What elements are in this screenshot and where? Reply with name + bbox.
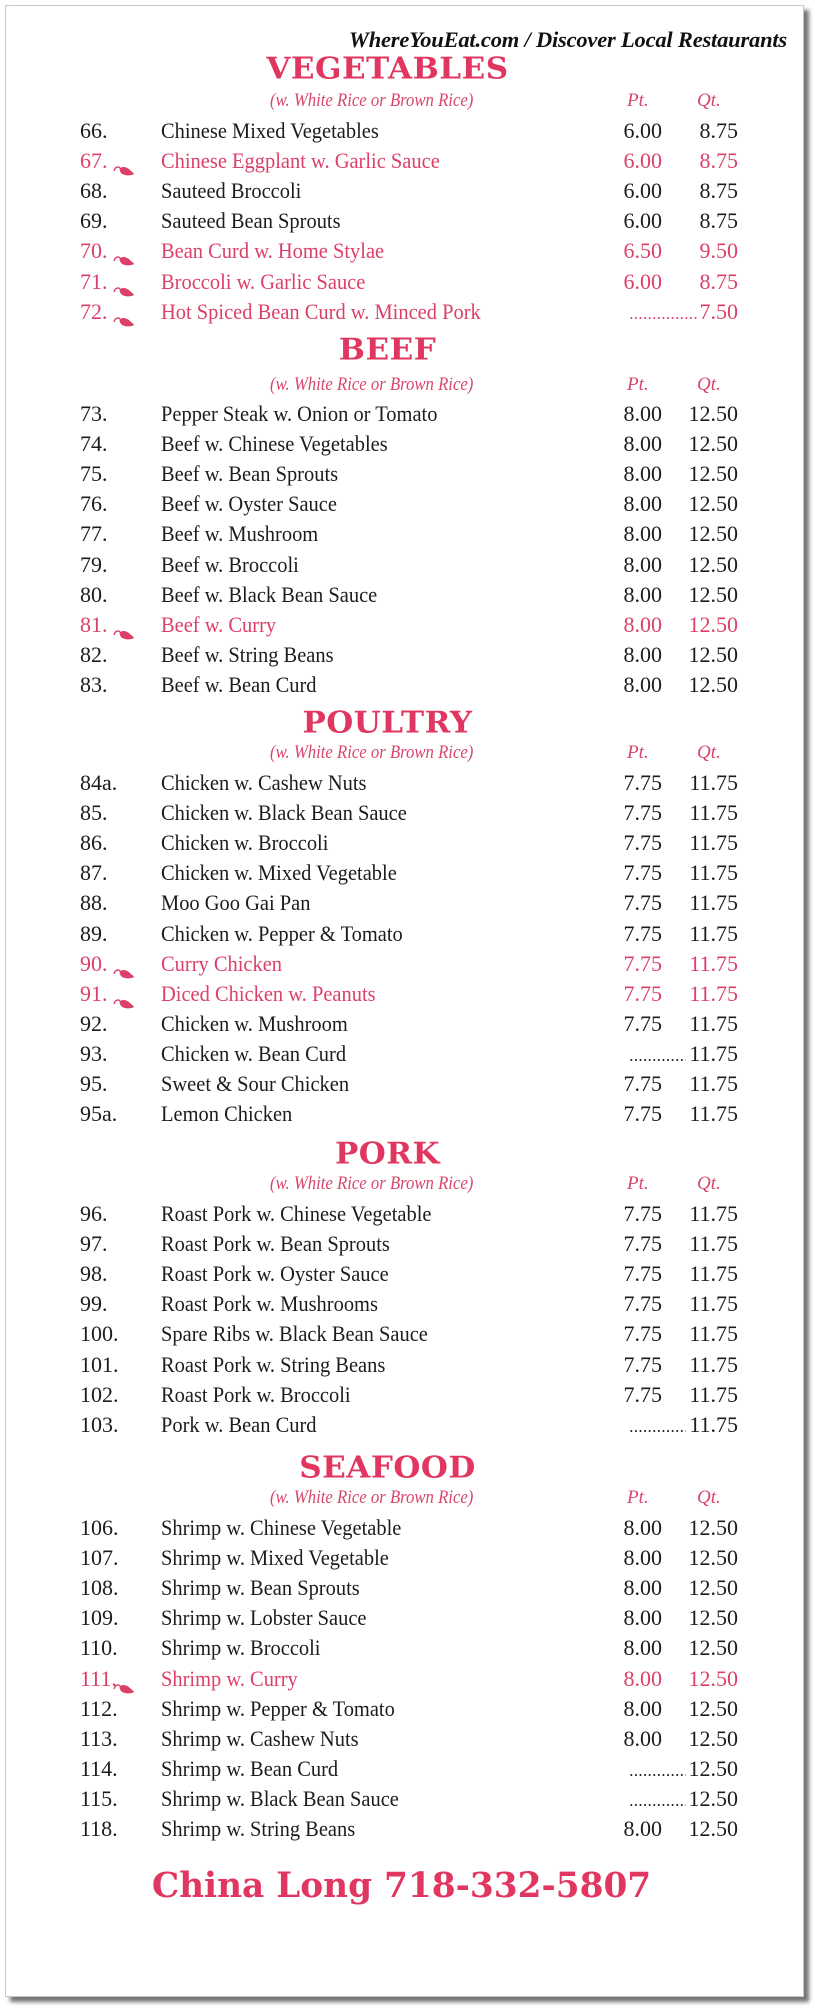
pint-price: 7.75	[623, 830, 662, 856]
menu-item-row	[0, 640, 815, 670]
item-number: 114.	[80, 1755, 118, 1781]
item-name: Sauteed Bean Sprouts	[161, 208, 341, 234]
hot-pepper-icon	[113, 245, 135, 257]
hot-pepper-icon	[113, 958, 135, 970]
item-name: Beef w. Chinese Vegetables	[161, 431, 388, 457]
item-name: Chinese Mixed Vegetables	[161, 118, 379, 143]
section-title: VEGETABLES	[266, 51, 509, 87]
pint-price: 8.00	[623, 1816, 662, 1841]
menu-item-row	[0, 297, 815, 327]
item-name: Shrimp w. Chinese Vegetable	[161, 1515, 402, 1540]
menu-item-row	[0, 1664, 815, 1694]
item-number: 93.	[80, 1040, 108, 1066]
item-name: Roast Pork w. Oyster Sauce	[161, 1261, 389, 1287]
quart-price: 11.75	[689, 830, 738, 856]
pint-price: 7.75	[623, 1010, 662, 1036]
quart-price: 12.50	[688, 1695, 738, 1721]
pint-price: 7.75	[623, 1261, 662, 1287]
item-number: 79.	[80, 551, 108, 577]
item-number: 95.	[80, 1071, 108, 1096]
quart-column-header: Qt.	[697, 742, 721, 763]
pint-price: 8.00	[623, 1665, 662, 1691]
item-number: 88.	[80, 890, 108, 916]
item-name: Bean Curd w. Home Stylae	[161, 238, 385, 264]
quart-price: 12.50	[688, 611, 738, 637]
hot-pepper-icon	[113, 276, 135, 288]
menu-item-row	[0, 519, 815, 549]
pint-price: 7.75	[623, 1351, 662, 1377]
item-name: Roast Pork w. String Beans	[161, 1351, 386, 1377]
menu-item-row	[0, 1380, 815, 1410]
pint-price: 7.75	[623, 1321, 662, 1347]
quart-price: 11.75	[689, 1201, 738, 1226]
pint-price: 7.75	[623, 920, 662, 946]
pint-price: 6.00	[623, 268, 662, 294]
item-name: Roast Pork w. Mushrooms	[161, 1291, 378, 1317]
menu-item-row	[0, 1694, 815, 1724]
menu-item-row	[0, 459, 815, 489]
item-name: Curry Chicken	[161, 950, 283, 976]
quart-price: 12.50	[688, 1515, 738, 1540]
section-subtitle: (w. White Rice or Brown Rice)	[270, 742, 474, 763]
quart-price: 8.75	[699, 178, 738, 204]
pint-price: 7.75	[623, 770, 662, 795]
site-watermark: WhereYouEat.com / Discover Local Restaurants	[348, 27, 787, 52]
pint-price: 8.00	[623, 671, 662, 697]
item-number: 84a.	[80, 770, 118, 795]
item-name: Roast Pork w. Bean Sprouts	[161, 1231, 390, 1257]
quart-price: 11.75	[689, 800, 738, 826]
item-number: 83.	[80, 671, 108, 697]
quart-price: 12.50	[688, 521, 738, 547]
pint-price: 7.75	[623, 1381, 662, 1407]
quart-price: 11.75	[689, 1351, 738, 1377]
dot-leader	[629, 317, 697, 319]
item-number: 71.	[80, 268, 108, 294]
menu-item-row	[0, 670, 815, 700]
menu-item-row	[0, 489, 815, 519]
section-subtitle: (w. White Rice or Brown Rice)	[270, 90, 474, 111]
pint-price: 8.00	[623, 1725, 662, 1751]
item-number: 99.	[80, 1291, 108, 1317]
pint-price: 6.00	[623, 118, 662, 143]
item-number: 108.	[80, 1575, 119, 1601]
item-name: Chicken w. Mixed Vegetable	[161, 860, 397, 886]
pint-price: 7.75	[623, 1291, 662, 1317]
pint-price: 8.00	[623, 581, 662, 607]
quart-price: 11.75	[689, 920, 738, 946]
pint-price: 7.75	[623, 860, 662, 886]
hot-pepper-icon	[113, 988, 135, 1000]
quart-price: 12.50	[688, 1785, 738, 1811]
quart-price: 12.50	[688, 431, 738, 457]
item-name: Beef w. String Beans	[161, 641, 334, 667]
section-title: SEAFOOD	[299, 1450, 476, 1486]
quart-price: 11.75	[689, 980, 738, 1006]
item-number: 98.	[80, 1261, 108, 1287]
pint-column-header: Pt.	[627, 1487, 649, 1508]
menu-item-row	[0, 399, 815, 429]
pint-price: 6.00	[623, 178, 662, 204]
menu-item-row	[0, 580, 815, 610]
section-subtitle: (w. White Rice or Brown Rice)	[270, 374, 474, 395]
item-name: Roast Pork w. Broccoli	[161, 1381, 351, 1407]
menu-item-row	[0, 1009, 815, 1039]
pint-price: 7.75	[623, 1231, 662, 1257]
quart-price: 9.50	[699, 238, 738, 264]
item-number: 106.	[80, 1515, 119, 1540]
menu-item-row	[0, 206, 815, 236]
menu-item-row	[0, 176, 815, 206]
item-name: Shrimp w. Lobster Sauce	[161, 1605, 367, 1631]
item-number: 96.	[80, 1201, 108, 1226]
section-title: PORK	[334, 1136, 441, 1172]
item-name: Beef w. Mushroom	[161, 521, 319, 547]
quart-price: 8.75	[699, 118, 738, 143]
item-number: 102.	[80, 1381, 119, 1407]
item-number: 87.	[80, 860, 108, 886]
item-name: Chicken w. Cashew Nuts	[161, 770, 367, 795]
item-number: 92.	[80, 1010, 108, 1036]
hot-pepper-icon	[113, 1673, 135, 1685]
item-name: Shrimp w. Bean Sprouts	[161, 1575, 360, 1601]
menu-item-row	[0, 429, 815, 459]
item-number: 75.	[80, 461, 108, 487]
item-name: Chicken w. Pepper & Tomato	[161, 920, 403, 946]
quart-price: 11.75	[689, 1040, 738, 1066]
pint-column-header: Pt.	[627, 1173, 649, 1194]
pint-price: 8.00	[623, 551, 662, 577]
item-number: 73.	[80, 401, 108, 426]
item-number: 97.	[80, 1231, 108, 1257]
item-name: Shrimp w. Curry	[161, 1665, 298, 1691]
menu-item-row	[0, 1543, 815, 1573]
quart-column-header: Qt.	[697, 374, 721, 395]
item-number: 76.	[80, 491, 108, 517]
item-number: 70.	[80, 238, 108, 264]
pint-price: 6.50	[623, 238, 662, 264]
quart-price: 11.75	[689, 1231, 738, 1257]
item-number: 67.	[80, 148, 108, 174]
menu-item-row	[0, 1633, 815, 1663]
item-number: 111.	[80, 1665, 117, 1691]
item-name: Beef w. Bean Sprouts	[161, 461, 339, 487]
menu-item-row	[0, 1603, 815, 1633]
item-name: Beef w. Curry	[161, 611, 277, 637]
item-name: Shrimp w. Broccoli	[161, 1635, 321, 1661]
item-name: Shrimp w. Pepper & Tomato	[161, 1695, 395, 1721]
pint-price: 8.00	[623, 1575, 662, 1601]
menu-item-row	[0, 1814, 815, 1844]
pint-price: 7.75	[623, 950, 662, 976]
item-name: Moo Goo Gai Pan	[161, 890, 311, 916]
pint-price: 8.00	[623, 491, 662, 517]
quart-price: 12.50	[688, 1816, 738, 1841]
menu-item-row	[0, 1319, 815, 1349]
section-subtitle: (w. White Rice or Brown Rice)	[270, 1173, 474, 1194]
menu-item-row	[0, 116, 815, 146]
item-number: 81.	[80, 611, 108, 637]
hot-pepper-icon	[113, 619, 135, 631]
item-name: Sweet & Sour Chicken	[161, 1071, 350, 1096]
menu-item-row	[0, 1069, 815, 1099]
quart-price: 12.50	[688, 1575, 738, 1601]
item-name: Diced Chicken w. Peanuts	[161, 980, 376, 1006]
menu-item-row	[0, 1199, 815, 1229]
item-number: 113.	[80, 1725, 118, 1751]
menu-item-row	[0, 1513, 815, 1543]
pint-price: 7.75	[623, 980, 662, 1006]
quart-price: 12.50	[688, 401, 738, 426]
menu-item-row	[0, 236, 815, 266]
pint-price: 7.75	[623, 800, 662, 826]
menu-item-row	[0, 1229, 815, 1259]
quart-column-header: Qt.	[697, 1173, 721, 1194]
pint-price: 8.00	[623, 1605, 662, 1631]
hot-pepper-icon	[113, 306, 135, 318]
item-name: Shrimp w. Black Bean Sauce	[161, 1785, 399, 1811]
item-number: 118.	[80, 1816, 118, 1841]
quart-price: 12.50	[688, 1755, 738, 1781]
menu-item-row	[0, 1289, 815, 1319]
quart-price: 11.75	[689, 770, 738, 795]
quart-price: 12.50	[688, 671, 738, 697]
pint-price: 8.00	[623, 1695, 662, 1721]
item-number: 91.	[80, 980, 108, 1006]
hot-pepper-icon	[113, 155, 135, 167]
quart-column-header: Qt.	[697, 90, 721, 111]
quart-price: 12.50	[688, 1545, 738, 1571]
item-number: 89.	[80, 920, 108, 946]
item-number: 68.	[80, 178, 108, 204]
item-number: 77.	[80, 521, 108, 547]
pint-price: 8.00	[623, 461, 662, 487]
item-name: Pepper Steak w. Onion or Tomato	[161, 401, 438, 426]
item-number: 74.	[80, 431, 108, 457]
restaurant-contact: China Long 718-332-5807	[151, 1865, 652, 1906]
menu-item-row	[0, 919, 815, 949]
menu-item-row	[0, 828, 815, 858]
item-name: Beef w. Bean Curd	[161, 671, 317, 697]
quart-price: 11.75	[689, 1411, 738, 1437]
menu-item-row	[0, 1259, 815, 1289]
quart-price: 11.75	[689, 1291, 738, 1317]
dot-leader	[629, 1804, 686, 1806]
quart-price: 11.75	[689, 1071, 738, 1096]
section-title: POULTRY	[302, 705, 473, 741]
menu-item-row	[0, 979, 815, 1009]
pint-price: 8.00	[623, 1515, 662, 1540]
pint-column-header: Pt.	[627, 374, 649, 395]
item-number: 115.	[80, 1785, 118, 1811]
section-subtitle: (w. White Rice or Brown Rice)	[270, 1487, 474, 1508]
dot-leader	[629, 1774, 686, 1776]
dot-leader	[629, 1059, 686, 1061]
section-title: BEEF	[338, 332, 437, 368]
quart-price: 8.75	[699, 268, 738, 294]
quart-price: 11.75	[689, 1010, 738, 1036]
item-number: 90.	[80, 950, 108, 976]
menu-item-row	[0, 1573, 815, 1603]
item-number: 112.	[80, 1695, 118, 1721]
quart-price: 11.75	[689, 890, 738, 916]
menu-item-row	[0, 1724, 815, 1754]
item-name: Hot Spiced Bean Curd w. Minced Pork	[161, 298, 481, 324]
quart-price: 12.50	[688, 1725, 738, 1751]
item-name: Chinese Eggplant w. Garlic Sauce	[161, 148, 440, 174]
item-number: 95a.	[80, 1101, 118, 1127]
menu-item-row	[0, 1784, 815, 1814]
quart-price: 12.50	[688, 581, 738, 607]
pint-column-header: Pt.	[627, 742, 649, 763]
item-name: Chicken w. Broccoli	[161, 830, 329, 856]
item-name: Sauteed Broccoli	[161, 178, 302, 204]
quart-price: 12.50	[688, 641, 738, 667]
item-number: 69.	[80, 208, 108, 234]
menu-item-row	[0, 267, 815, 297]
quart-price: 7.50	[699, 298, 738, 324]
quart-price: 11.75	[689, 1381, 738, 1407]
menu-item-row	[0, 610, 815, 640]
quart-price: 11.75	[689, 1101, 738, 1127]
quart-price: 8.75	[699, 208, 738, 234]
item-name: Shrimp w. Mixed Vegetable	[161, 1545, 389, 1571]
pint-price: 8.00	[623, 431, 662, 457]
menu-item-row	[0, 1410, 815, 1440]
item-name: Shrimp w. Bean Curd	[161, 1755, 339, 1781]
quart-price: 11.75	[689, 1321, 738, 1347]
item-name: Beef w. Black Bean Sauce	[161, 581, 378, 607]
quart-price: 12.50	[688, 1635, 738, 1661]
item-name: Chicken w. Bean Curd	[161, 1040, 347, 1066]
item-number: 103.	[80, 1411, 119, 1437]
item-number: 109.	[80, 1605, 119, 1631]
menu-item-row	[0, 1754, 815, 1784]
item-number: 86.	[80, 830, 108, 856]
item-number: 82.	[80, 641, 108, 667]
pint-price: 7.75	[623, 1201, 662, 1226]
quart-price: 11.75	[689, 860, 738, 886]
quart-price: 12.50	[688, 491, 738, 517]
pint-price: 6.00	[623, 148, 662, 174]
pint-price: 7.75	[623, 890, 662, 916]
menu-item-row	[0, 1099, 815, 1129]
quart-price: 12.50	[688, 1605, 738, 1631]
item-number: 72.	[80, 298, 108, 324]
quart-column-header: Qt.	[697, 1487, 721, 1508]
item-name: Chicken w. Black Bean Sauce	[161, 800, 407, 826]
pint-price: 8.00	[623, 401, 662, 426]
item-number: 110.	[80, 1635, 118, 1661]
item-name: Roast Pork w. Chinese Vegetable	[161, 1201, 432, 1226]
pint-price: 6.00	[623, 208, 662, 234]
pint-column-header: Pt.	[627, 90, 649, 111]
menu-item-row	[0, 798, 815, 828]
menu-item-row	[0, 146, 815, 176]
pint-price: 8.00	[623, 521, 662, 547]
item-number: 80.	[80, 581, 108, 607]
quart-price: 11.75	[689, 1261, 738, 1287]
menu-item-row	[0, 550, 815, 580]
quart-price: 12.50	[688, 1665, 738, 1691]
item-name: Lemon Chicken	[161, 1101, 293, 1127]
item-number: 101.	[80, 1351, 119, 1377]
quart-price: 8.75	[699, 148, 738, 174]
item-name: Shrimp w. String Beans	[161, 1816, 356, 1841]
item-name: Shrimp w. Cashew Nuts	[161, 1725, 359, 1751]
pint-price: 8.00	[623, 641, 662, 667]
item-number: 66.	[80, 118, 108, 143]
menu-item-row	[0, 888, 815, 918]
item-name: Broccoli w. Garlic Sauce	[161, 268, 366, 294]
pint-price: 7.75	[623, 1101, 662, 1127]
pint-price: 8.00	[623, 1635, 662, 1661]
item-name: Pork w. Bean Curd	[161, 1411, 317, 1437]
item-number: 107.	[80, 1545, 119, 1571]
item-name: Chicken w. Mushroom	[161, 1010, 348, 1036]
pint-price: 7.75	[623, 1071, 662, 1096]
dot-leader	[629, 1430, 686, 1432]
quart-price: 12.50	[688, 551, 738, 577]
item-number: 85.	[80, 800, 108, 826]
menu-item-row	[0, 1350, 815, 1380]
pint-price: 8.00	[623, 1545, 662, 1571]
item-name: Beef w. Oyster Sauce	[161, 491, 337, 517]
quart-price: 11.75	[689, 950, 738, 976]
item-name: Spare Ribs w. Black Bean Sauce	[161, 1321, 428, 1347]
item-number: 100.	[80, 1321, 119, 1347]
menu-item-row	[0, 858, 815, 888]
menu-item-row	[0, 1039, 815, 1069]
pint-price: 8.00	[623, 611, 662, 637]
menu-item-row	[0, 949, 815, 979]
item-name: Beef w. Broccoli	[161, 551, 299, 577]
menu-item-row	[0, 768, 815, 798]
quart-price: 12.50	[688, 461, 738, 487]
